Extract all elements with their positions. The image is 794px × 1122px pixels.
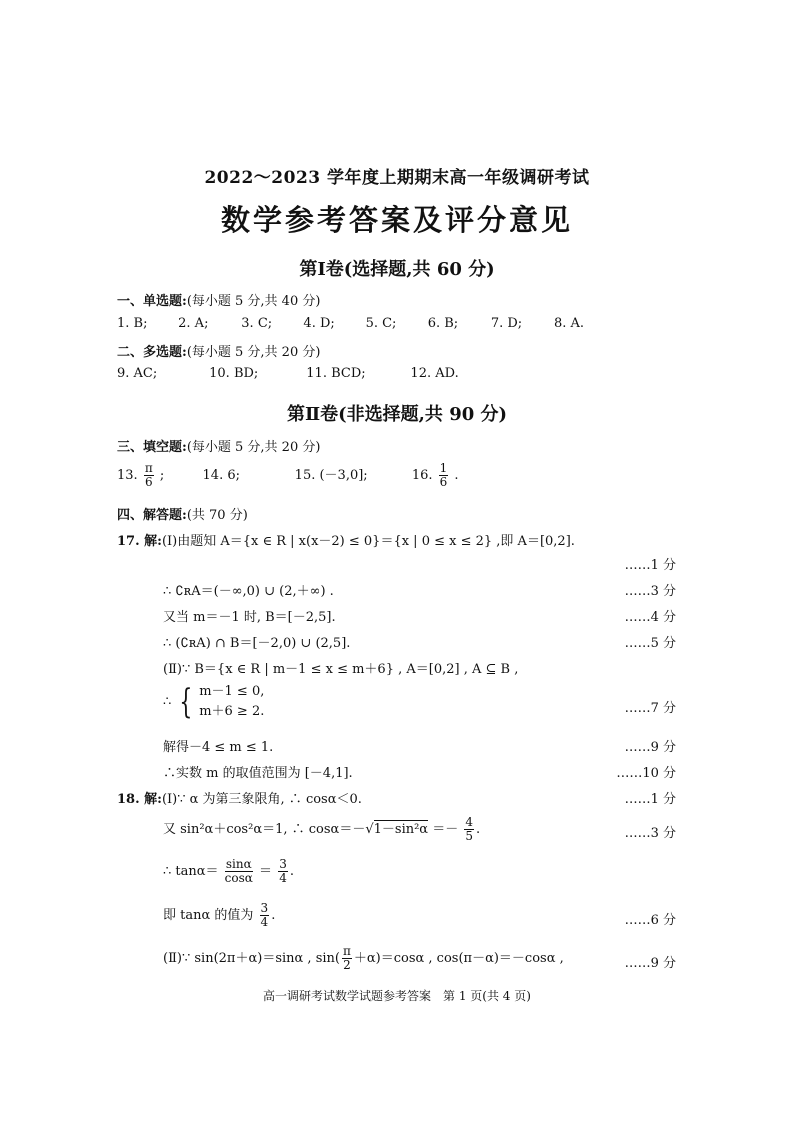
q18-score-5: ……9 分 — [624, 956, 676, 971]
answer-16-numerator: 1 — [439, 461, 448, 475]
q18-sqrt-radicand: 1－sin²α — [373, 822, 429, 837]
section2-answers — [117, 366, 459, 381]
q18-line4-numerator: 3 — [260, 901, 269, 915]
q17-system-line1: m－1 ≤ 0, — [199, 684, 265, 699]
q18-label: 18. 解: — [117, 792, 162, 807]
q17-line2: ∴ ∁ʀA＝(－∞,0) ∪ (2,＋∞) . — [163, 584, 334, 599]
q18-line2-eq: ＝－ — [432, 822, 459, 837]
q17-score-4: ……5 分 — [624, 636, 676, 651]
q18-line3-tail: . — [289, 864, 294, 879]
answer-16-label: 16. — [411, 468, 433, 483]
section2-title: 二、多选题: — [117, 345, 187, 360]
q17-system-line2: m＋6 ≥ 2. — [199, 704, 265, 719]
q17-line5: (Ⅱ)∵ B＝{x ∈ R | m－1 ≤ x ≤ m＋6} , A＝[0,2] , A ⊆ B , — [163, 662, 519, 677]
q18-line3 — [163, 858, 294, 885]
section4-title: 四、解答题: — [117, 508, 187, 523]
q18-line4-tail: . — [271, 908, 276, 923]
brace-icon: { — [179, 682, 193, 722]
q17-score-6: ……7 分 — [624, 701, 676, 716]
section3-note: (每小题 5 分,共 20 分) — [186, 440, 321, 455]
section3-title: 三、填空题: — [117, 440, 187, 455]
q18-score-2: ……3 分 — [624, 826, 676, 841]
answer-9: 9. AC; — [117, 366, 158, 381]
page-footer: 高一调研考试数学试题参考答案 第 1 页(共 4 页) — [263, 989, 531, 1003]
q17-score-2: ……3 分 — [624, 584, 676, 599]
answer-13-tail: ; — [159, 468, 165, 483]
q18-line4-text: 即 tanα 的值为 — [163, 908, 254, 923]
answer-11: 11. BCD; — [306, 366, 366, 381]
answer-13-denominator: 6 — [144, 475, 153, 489]
q17-score-3: ……4 分 — [624, 610, 676, 625]
part1-heading: 第Ⅰ卷(选择题,共 60 分) — [299, 259, 495, 280]
answer-15: 15. (－3,0]; — [294, 468, 368, 483]
q17-line4: ∴ (∁ʀA) ∩ B＝[－2,0) ∪ (2,5]. — [163, 636, 351, 651]
answer-13-numerator: π — [144, 461, 153, 475]
q18-tan-fraction — [225, 858, 253, 885]
section1-answers — [117, 316, 584, 331]
q18-line4-fraction — [260, 902, 270, 929]
q18-line5-rest: ＋α)＝cosα , cos(π－α)＝－cosα , — [353, 951, 564, 966]
q17-label: 17. 解: — [117, 534, 162, 549]
q18-line3-denominator: 4 — [279, 871, 287, 885]
q18-line4 — [163, 902, 275, 929]
q17-system-lines — [199, 682, 264, 722]
q18-score-4: ……6 分 — [624, 913, 676, 928]
answer-3: 3. C; — [241, 316, 273, 331]
q18-line2-tail: . — [476, 822, 481, 837]
q18-line2-fraction — [464, 816, 474, 843]
q17-line1 — [117, 530, 575, 549]
q18-line5-numerator: π — [342, 944, 351, 958]
q17-score-8: ……10 分 — [616, 766, 676, 781]
q18-line5 — [163, 945, 564, 972]
q18-line3-eq: ＝ — [259, 864, 273, 879]
q17-part1-statement: (Ⅰ)由题知 A＝{x ∈ R | x(x－2) ≤ 0}＝{x | 0 ≤ x ≤ 2} ,即 A＝[0,2]. — [161, 534, 575, 549]
section2-heading — [117, 341, 320, 360]
q17-line7: 解得－4 ≤ m ≤ 1. — [163, 740, 274, 755]
q18-line5-fraction — [342, 945, 352, 972]
sqrt-icon: √ — [365, 822, 374, 837]
q18-line2 — [163, 816, 480, 843]
part2-heading: 第Ⅱ卷(非选择题,共 90 分) — [286, 404, 508, 425]
q18-line2-numerator: 4 — [465, 815, 474, 829]
section4-heading — [117, 504, 248, 523]
answer-7: 7. D; — [490, 316, 523, 331]
q18-line4-denominator: 4 — [260, 915, 269, 929]
section3-answers — [117, 462, 459, 489]
answer-12: 12. AD. — [410, 366, 459, 381]
q18-line2-denominator: 5 — [465, 829, 474, 843]
q18-line3-numerator: 3 — [279, 857, 287, 871]
q18-tan-numerator: sinα — [225, 857, 252, 871]
answer-16-denominator: 6 — [439, 475, 448, 489]
section1-title: 一、单选题: — [117, 294, 187, 309]
q18-line1 — [117, 788, 362, 807]
q17-system — [163, 682, 264, 722]
answer-16-fraction — [439, 462, 449, 489]
q17-line8: ∴实数 m 的取值范围为 [－4,1]. — [163, 766, 353, 781]
answer-16-tail: . — [454, 468, 459, 483]
answer-1: 1. B; — [117, 316, 148, 331]
answer-2: 2. A; — [178, 316, 209, 331]
q18-line2-text: 又 sin²α＋cos²α＝1, ∴ cosα＝－ — [163, 822, 366, 837]
q18-part1-statement: (Ⅰ)∵ α 为第三象限角, ∴ cosα＜0. — [161, 792, 362, 807]
answer-6: 6. B; — [427, 316, 459, 331]
q17-line3: 又当 m＝－1 时, B＝[－2,5]. — [163, 610, 336, 625]
answer-10: 10. BD; — [209, 366, 259, 381]
q18-score-1: ……1 分 — [624, 792, 676, 807]
section4-note: (共 70 分) — [186, 508, 248, 523]
document-subtitle: 数学参考答案及评分意见 — [220, 203, 573, 237]
section3-heading — [117, 436, 320, 455]
q18-line5-denominator: 2 — [343, 958, 351, 972]
section2-note: (每小题 5 分,共 20 分) — [186, 345, 321, 360]
q18-line5-text: (Ⅱ)∵ sin(2π＋α)＝sinα , sin( — [163, 951, 340, 966]
q17-score-7: ……9 分 — [624, 740, 676, 755]
answer-14: 14. 6; — [202, 468, 240, 483]
answer-4: 4. D; — [303, 316, 335, 331]
section1-note: (每小题 5 分,共 40 分) — [186, 294, 321, 309]
answer-13-label: 13. — [117, 468, 138, 483]
q18-line3-fraction — [278, 858, 288, 885]
q18-tan-denominator: cosα — [224, 871, 253, 885]
answer-13-fraction — [144, 462, 154, 489]
answer-5: 5. C; — [365, 316, 397, 331]
q18-line3-text: ∴ tanα＝ — [163, 864, 219, 879]
q17-therefore: ∴ — [163, 694, 172, 710]
section1-heading — [117, 290, 320, 309]
answer-8: 8. A. — [553, 316, 585, 331]
q17-score-1: ……1 分 — [624, 558, 676, 573]
exam-title: 2022～2023 学年度上期期末高一年级调研考试 — [204, 168, 590, 188]
